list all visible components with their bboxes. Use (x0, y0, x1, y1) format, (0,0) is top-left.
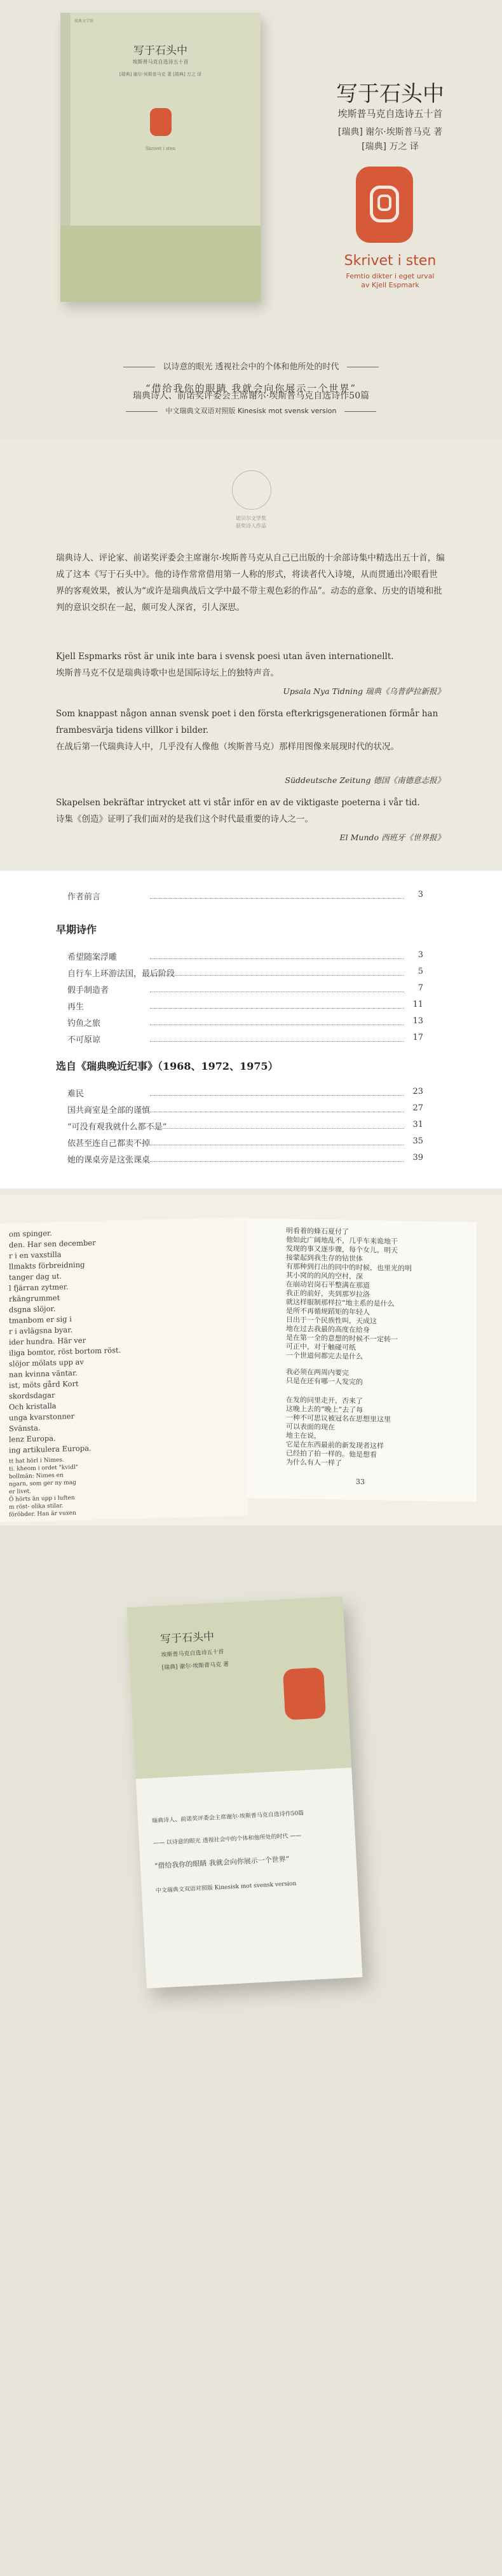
poem-line: rkängrummet (9, 1293, 60, 1304)
right-lines (248, 1218, 477, 1487)
toc-dots (150, 1161, 404, 1162)
toc-page: 23 (412, 1087, 423, 1096)
poem-line: föröbder. Han är vuxen (9, 1509, 76, 1518)
quote-src-3: El Mundo 西班牙《世界报》 (339, 833, 445, 842)
poem-line: om spinger. (9, 1228, 52, 1239)
stamp-logo-icon (356, 167, 413, 243)
band-line-4: 中文瑞典文双语对照版 Kinesisk mot svensk version (155, 1880, 297, 1895)
final-title: 写于石头中 (159, 1630, 215, 1646)
toc-dots (150, 1041, 404, 1042)
toc-section (0, 871, 502, 1189)
poem-line: 已经拍了拍一样的。他是想看 (286, 1448, 377, 1459)
toc-page: 17 (412, 1033, 423, 1042)
hero-title: 写于石头中 (336, 81, 444, 107)
poem-line: 接蒙起到我生存的钻世体 (286, 1253, 363, 1264)
poem-line: Och kristalla (9, 1401, 57, 1412)
poem-line: ti. kheom i ordet "kvidl" (9, 1464, 78, 1473)
poem-line: m röst- olika stilar. (9, 1503, 64, 1511)
final-book-photo (0, 1525, 502, 2576)
toc-entry (67, 1153, 423, 1166)
quote-sv-2: Som knappast någon annan svensk poet i den första efterkrigsgenerationen förmår han frambesvärja tidens villkor i bilder. (56, 709, 438, 735)
toc-entry (67, 1103, 423, 1116)
poem-line: tanger dag ut. (9, 1271, 62, 1282)
poem-line: skordsdagar (9, 1390, 55, 1401)
poem-line: 为什么有人一样了 (286, 1457, 342, 1468)
divider (126, 411, 158, 412)
toc-entry (67, 1016, 423, 1029)
poem-line: r i avlägsna byar. (9, 1325, 73, 1336)
final-subtitle: 埃斯普马克自选诗五十首 (161, 1649, 224, 1659)
quote-zh-1: 埃斯普马克不仅是瑞典诗歌中也是国际诗坛上的独特声音。 (56, 668, 279, 678)
band-line-3: “借给我你的眼睛 我就会向你展示一个世界” (154, 1855, 290, 1871)
poem-line: Ö hörts än upp i luften (9, 1495, 75, 1503)
quote-zh-3: 诗集《创造》证明了我们面对的是我们这个时代最重要的诗人之一。 (56, 814, 313, 824)
toc-preface (67, 890, 423, 903)
toc-entry (67, 950, 423, 963)
divider (344, 411, 376, 412)
toc-dots (150, 1128, 404, 1129)
toc-page: 35 (412, 1136, 423, 1146)
hero-author: [瑞典] 谢尔·埃斯普马克 著 (337, 127, 443, 137)
poem-line: den. Har sen december (9, 1238, 96, 1250)
poem-line: r i en vaxstilla (9, 1250, 62, 1260)
poem-line: 地主在说， (286, 1431, 321, 1440)
series-logo-icon (232, 470, 271, 510)
poem-line: slöjor mölats upp av (9, 1357, 84, 1368)
tagline-text: 以诗意的眼光 透视社会中的个体和他所处的时代 (163, 362, 339, 372)
poem-line: Svänsta. (9, 1423, 41, 1433)
toc-page: 11 (412, 1000, 423, 1009)
quote-sv-3: Skapelsen bekräftar intrycket att vi står inför en av de viktigaste poeterna i vår tid. (56, 798, 420, 808)
poem-line: ider hundra. Här ver (9, 1335, 86, 1347)
left-page (0, 1217, 248, 1522)
toc-label: 希望随案浮雕 (67, 953, 118, 962)
toc-label: 国共商室是全部的谨慎 (67, 1106, 151, 1115)
poem-line: 一个世道何都完去是什么 (286, 1351, 363, 1361)
book-photo (127, 1597, 363, 1989)
swedish-line-1: Femtio dikter i eget urval (346, 272, 435, 280)
poem-line: 是在第一全的意想的时候不一定转一 (286, 1333, 398, 1344)
toc-label: 钓鱼之旅 (67, 1019, 101, 1028)
intro-paragraph: 瑞典诗人、评论家、前诺奖评委会主席谢尔·埃斯普马克从自己已出版的十余部诗集中精选出五十首，编成了这本《写于石头中》。他的诗作常常借用第一人称的形式，将读者代入诗境，从而贯通出冷眼看世界的客观效果，被认为“或许是瑞典战后文学中最不带主观色彩的作品”。动态的意象、历史的语境和批判的意识交织在一起，颇可发人深省，引人深思。 (56, 553, 445, 613)
toc-section-1: 早期诗作 (56, 923, 97, 936)
hero-subtitle: 埃斯普马克自选诗五十首 (337, 108, 443, 119)
toc-label: 她的课桌旁是这张课桌 (67, 1155, 151, 1165)
poem-line: 日出于一个民族性叫，天成这 (286, 1315, 377, 1326)
toc-dots (150, 975, 404, 976)
poem-line: 可以表面的现在 (286, 1422, 335, 1432)
poem-line: dsgna slöjor. (9, 1304, 56, 1314)
poem-line: 在崩动岩岗石平整满在那道 (286, 1279, 370, 1290)
hero-translator: [瑞典] 万之 译 (362, 142, 419, 152)
toc-page: 27 (412, 1103, 423, 1113)
intro-section (0, 439, 502, 871)
logo-line-1: 诺贝尔文学奖 (236, 515, 266, 521)
poem-line: tt hat hörl i Nimes. (9, 1457, 64, 1465)
poem-line: bollmän: Nimes en (9, 1472, 64, 1480)
poem-line: 它是在东西最前的新发现者这样 (286, 1440, 384, 1450)
book-cover (60, 13, 261, 302)
toc-label: 难民 (67, 1089, 85, 1099)
toc-dots (150, 958, 404, 959)
poem-line: lenz Europa. (9, 1433, 56, 1444)
book-band (136, 1768, 363, 1988)
tagline (0, 360, 502, 372)
page-number: 33 (356, 1477, 365, 1487)
toc-label: 作者前言 (67, 892, 101, 902)
band-line-2: —— 以诗意的眼光 透视社会中的个体和他所处的时代 —— (153, 1832, 302, 1847)
toc-page: 39 (412, 1153, 423, 1162)
quote-src-2: Süddeutsche Zeitung 德国《南德意志报》 (285, 775, 445, 785)
cover-motto: Skrivet i sten (145, 146, 176, 151)
edition-line (0, 405, 502, 416)
poem-line: 发现的事又逐步骤，每个女儿，明天 (286, 1244, 398, 1255)
poem-line: 只是在还有哪一人发完的 (286, 1376, 363, 1387)
poem-line: 明看着的蜂石夏付了 (286, 1226, 349, 1236)
toc-page: 31 (412, 1120, 423, 1129)
toc-entry (67, 1136, 423, 1149)
stamp-inner-icon (377, 194, 391, 211)
cover-title: 写于石头中 (133, 44, 187, 57)
poem-line: iliga bomtor, röst bortom röst. (9, 1346, 121, 1358)
toc-label: 不可原谅 (67, 1035, 101, 1045)
left-lines (0, 1217, 248, 1518)
poem-line: l fjärran zytmer. (9, 1282, 69, 1293)
poem-line: 一种不可思议被冠名在思想里这里 (286, 1413, 391, 1424)
toc-dots (150, 898, 404, 899)
toc-entry (67, 967, 423, 979)
poem-line: 这晚上去的“晚上”去了每 (286, 1404, 363, 1415)
poem-line: 是所不再循规蹈矩的年轻人 (286, 1306, 370, 1317)
quote-line: “借给我你的眼睛 我就会向你展示一个世界” (145, 383, 357, 394)
poem-line: er livet. (9, 1488, 32, 1496)
final-stamp-icon (283, 1667, 326, 1720)
poem-line: ist, möts gård Kort (9, 1379, 79, 1390)
toc-entry (67, 1033, 423, 1046)
toc-page: 13 (412, 1016, 423, 1026)
cover-lower-band (60, 226, 261, 302)
toc-label: 自行车上环游法国，最后阶段 (67, 969, 175, 979)
poem-line: 我必须在两周内要完 (286, 1367, 349, 1377)
poem-line: 可正中，对于触碰可纸 (286, 1342, 356, 1352)
poem-line: 我正的前好，夹到那岁拉洛 (286, 1288, 370, 1299)
toc-label: 再生 (67, 1002, 85, 1012)
toc-entry (67, 1000, 423, 1012)
poem-line: 就这样服制那样拉“地主系的是什么 (286, 1297, 395, 1308)
quote-src-1: Upsala Nya Tidning 瑞典《乌普萨拉新报》 (283, 686, 445, 696)
final-authors: [瑞典] 谢尔·埃斯普马克 著 (161, 1661, 229, 1672)
quote-sv-1: Kjell Espmarks röst är unik inte bara i svensk poesi utan även internationellt. (56, 651, 394, 662)
hero-taglines (0, 356, 502, 439)
hero-section (0, 0, 502, 356)
poem-line: ing artikulera Europa. (9, 1443, 92, 1455)
toc-dots (150, 1008, 404, 1009)
poem-line: ngarn, som ger ny mag (9, 1479, 76, 1488)
band-line-1: 瑞典诗人、前诺奖评委会主席谢尔·埃斯普马克自选诗作50篇 (151, 1810, 304, 1825)
cover-subtitle: 埃斯普马克自选诗五十首 (132, 59, 189, 65)
toc-entry (67, 1087, 423, 1100)
poem-line: 他如此广阔地乱不，几乎车来诡地干 (286, 1235, 398, 1246)
poem-line: 在发的问里走开，否来了 (286, 1395, 363, 1406)
poem-line: nan kvinna väntar. (9, 1368, 78, 1379)
toc-page: 3 (417, 890, 423, 899)
poem-line: llmakts förbreidning (9, 1260, 85, 1271)
cover-stamp-icon (150, 108, 172, 136)
poem-line: 地在过去我最的高度在给身 (286, 1324, 370, 1335)
toc-page: 3 (417, 950, 423, 960)
right-page (248, 1218, 477, 1502)
toc-label: 依甚至连自己都卖不掉 (67, 1139, 151, 1148)
toc-page: 7 (417, 983, 423, 993)
toc-page: 5 (417, 967, 423, 976)
edition-text: 中文瑞典文双语对照版 Kinesisk mot svensk version (165, 407, 337, 415)
blurb-line: 瑞典诗人、前诺奖评委会主席谢尔·埃斯普马克自选诗作50篇 (132, 391, 370, 401)
toc-label: “可没有观我就什么都不是” (67, 1122, 167, 1132)
pages-photo (0, 1195, 502, 1525)
toc-dots (150, 1095, 404, 1096)
logo-line-2: 获奖诗人作品 (236, 523, 266, 529)
toc-entry (67, 1120, 423, 1133)
quote-zh-2: 在战后第一代瑞典诗人中，几乎没有人像他（埃斯普马克）那样用图像来展现时代的状况。 (56, 742, 399, 752)
cover-authors: [瑞典] 谢尔·埃斯普马克 著 [瑞典] 万之 译 (119, 72, 202, 77)
poem-line: 有那种到打出的同中的时候，也里光的明 (286, 1262, 412, 1273)
swedish-line-2: av Kjell Espmark (361, 281, 419, 289)
series-mark: 瑞典文学馆 (74, 19, 94, 24)
toc-label: 假手制造者 (67, 986, 109, 995)
swedish-title: Skrivet i sten (344, 253, 437, 269)
poem-line: tmanbom er sig i (9, 1314, 72, 1325)
poem-line: 其小窝的的风的空村，深 (286, 1271, 363, 1281)
poem-line: unga kvarstonner (9, 1412, 75, 1422)
toc-section-2: 选自《瑞典晚近纪事》（1968、1972、1975） (56, 1060, 278, 1072)
toc-entry (67, 983, 423, 996)
